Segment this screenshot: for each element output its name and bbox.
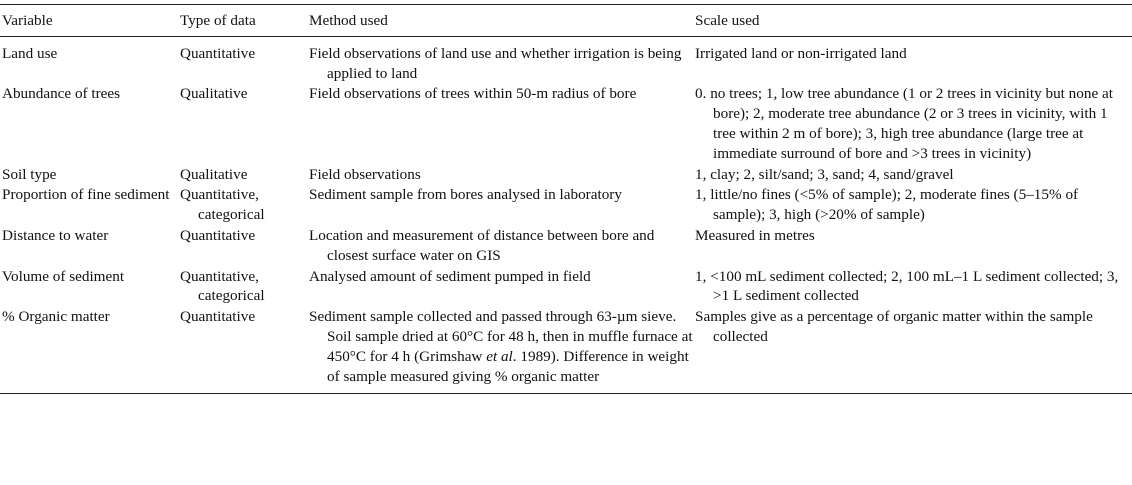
- header-method: Method used: [309, 12, 388, 29]
- table-row: [0, 226, 1132, 267]
- table-row: [0, 36, 1132, 84]
- cell-scale: 1, little/no fines (<5% of sample); 2, moderate fines (5–15% of sample); 3, high (>20% of sample): [695, 186, 1079, 224]
- cell-type: Quantitative: [180, 44, 256, 62]
- table-row: [0, 84, 1132, 164]
- header-type: Type of data: [180, 12, 256, 29]
- cell-type: Qualitative: [180, 85, 248, 103]
- cell-type: Quantitative: [180, 308, 256, 326]
- cell-variable: Volume of sediment: [2, 267, 125, 285]
- cell-method: Location and measurement of distance between bore and closest surface water on GIS: [309, 226, 655, 264]
- table-row: [0, 307, 1132, 394]
- cell-type: Quantitative: [180, 226, 256, 244]
- cell-method: Field observations: [309, 165, 421, 183]
- cell-variable: Soil type: [2, 165, 57, 183]
- variables-table: [0, 4, 1132, 394]
- cell-variable: Abundance of trees: [2, 85, 121, 103]
- cell-variable: Distance to water: [2, 226, 109, 244]
- cell-scale: 1, <100 mL sediment collected; 2, 100 mL–1 L sediment collected; 3, >1 L sediment collected: [695, 267, 1119, 305]
- table-row: [0, 185, 1132, 226]
- header-row: [0, 5, 1132, 37]
- cell-type: Quantitative, categorical: [180, 267, 265, 305]
- header-variable: Variable: [2, 12, 53, 29]
- cell-scale: Measured in metres: [695, 226, 815, 244]
- cell-scale: 1, clay; 2, silt/sand; 3, sand; 4, sand/gravel: [695, 165, 954, 183]
- method-text-end: . 1989). Difference in weight of sample measured giving % organic matter: [327, 347, 689, 385]
- table-row: [0, 165, 1132, 186]
- cell-type: Quantitative, categorical: [180, 186, 265, 224]
- cell-method: Analysed amount of sediment pumped in field: [309, 267, 591, 285]
- method-text-italic: et al: [486, 347, 513, 365]
- header-scale: Scale used: [695, 12, 760, 29]
- cell-scale: Irrigated land or non-irrigated land: [695, 44, 907, 62]
- cell-method: Field observations of trees within 50-m radius of bore: [309, 85, 637, 103]
- cell-variable: Land use: [2, 44, 58, 62]
- table-row: [0, 267, 1132, 308]
- cell-method: Sediment sample from bores analysed in laboratory: [309, 186, 622, 204]
- cell-type: Qualitative: [180, 165, 248, 183]
- cell-variable: Proportion of fine sediment: [2, 186, 170, 204]
- cell-scale: 0. no trees; 1, low tree abundance (1 or 2 trees in vicinity but none at bore); 2, moderate tree abundance (2 or 3 trees in vicinity, with 1 tree within 2 m of bore); 3, high tree abundance (large tree at immediate surround of bore and >3 trees in vicinity): [695, 85, 1113, 162]
- cell-method: Field observations of land use and whether irrigation is being applied to land: [309, 44, 682, 82]
- cell-method: [309, 307, 695, 386]
- cell-scale: Samples give as a percentage of organic matter within the sample collected: [695, 308, 1093, 345]
- method-text-start: Sediment sample collected and passed through 63-µm sieve. Soil sample dried at 60°C for 48 h, then in muffle furnace at 450°C for 4 h (Grimshaw: [309, 308, 693, 365]
- cell-variable: % Organic matter: [2, 308, 110, 326]
